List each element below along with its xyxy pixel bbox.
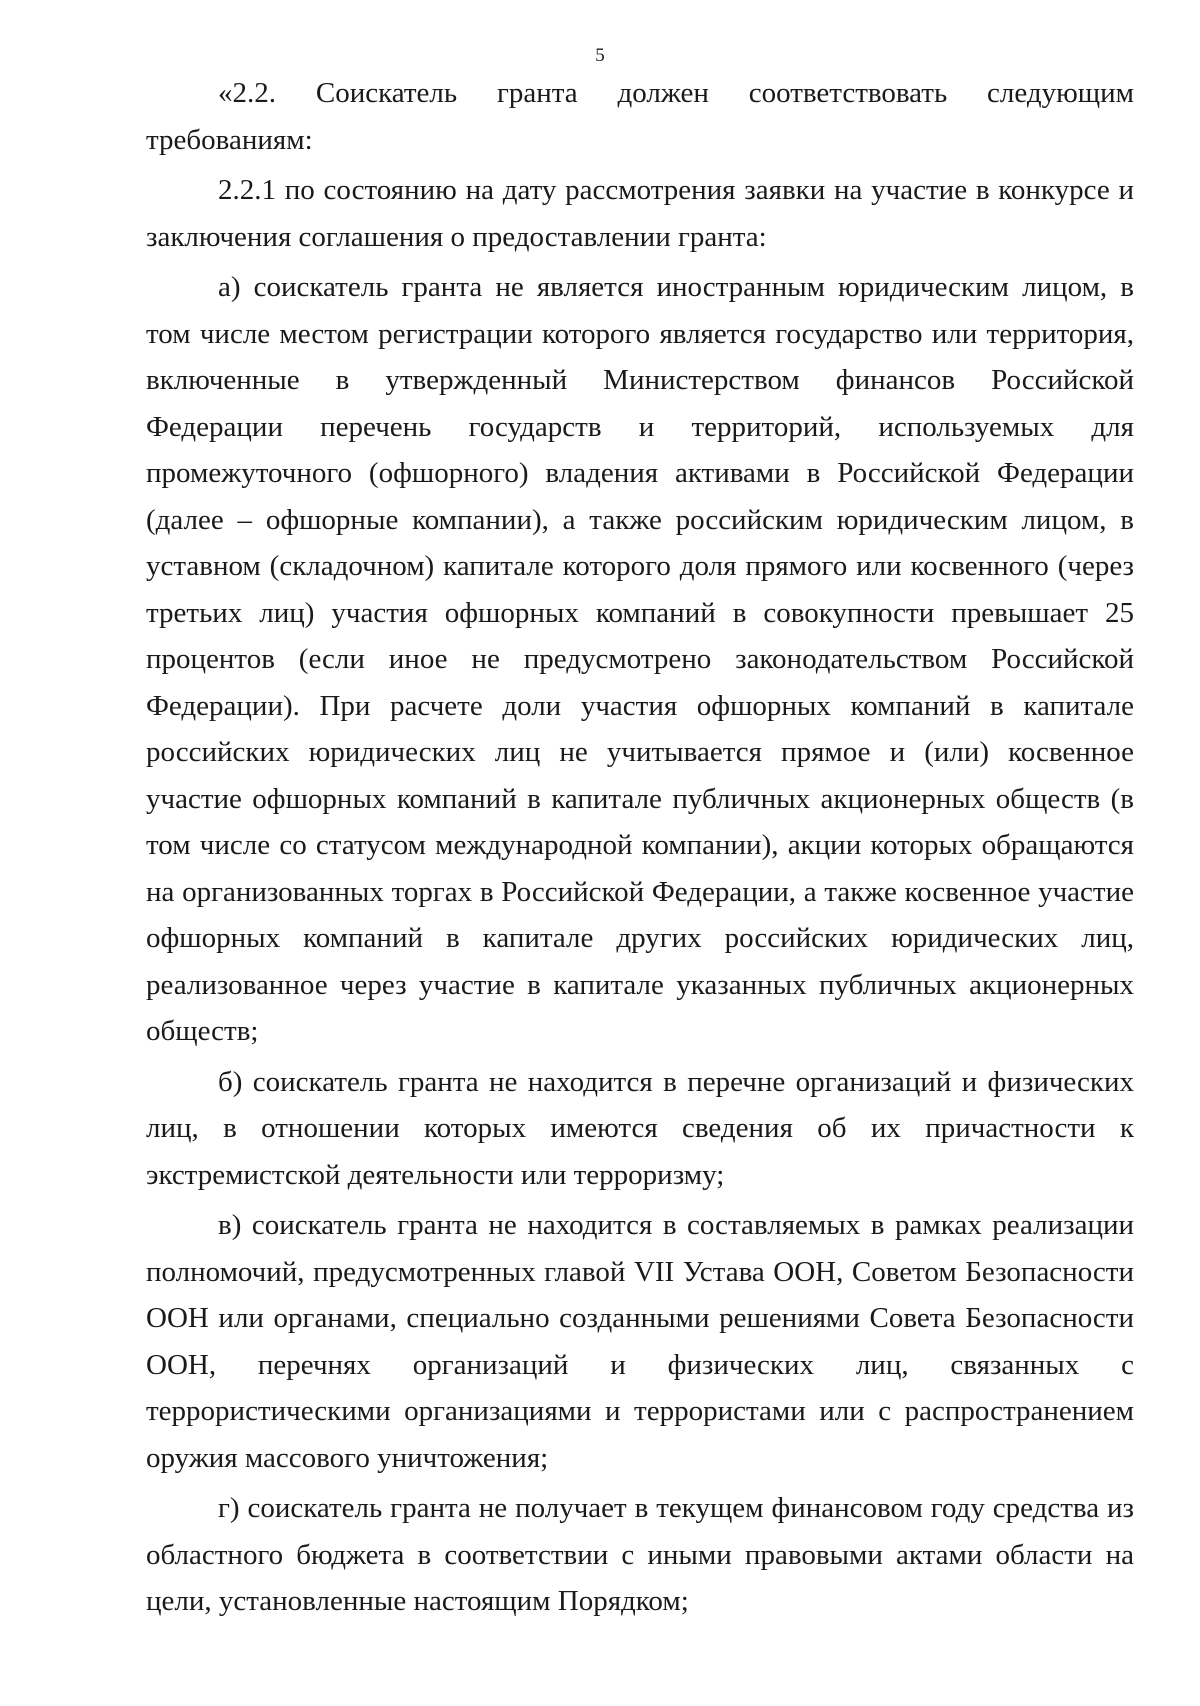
document-body [146,70,1134,1625]
page-number: 5 [595,45,605,66]
paragraph-g: г) соискатель гранта не получает в текущем финансовом году средства из областного бюджета в соответствии с иными правовыми актами области на цели, установленные настоящим Порядком; [146,1492,1134,1617]
paragraph-b: б) соискатель гранта не находится в перечне организаций и физических лиц, в отношении которых имеются сведения об их причастности к экстремистской деятельности или терроризму; [146,1065,1134,1191]
paragraph-v: в) соискатель гранта не находится в составляемых в рамках реализации полномочий, предусмотренных главой VII Устава ООН, Советом Безопасности ООН или органами, специально созданными решениями Совета Безопасности ООН, перечнях организаций и физических лиц, связанных с террористическими организациями и террористами или с распространением оружия массового уничтожения; [146,1209,1134,1474]
paragraph-a: а) соискатель гранта не является иностранным юридическим лицом, в том числе местом регистрации которого является государство или территория, включенные в утвержденный Министерством финансов Российской Федерации перечень государств и территорий, используемых для промежуточного (офшорного) владения активами в Российской Федерации (далее – офшорные компании), а также российским юридическим лицом, в уставном (складочном) капитале которого доля прямого или косвенного (через третьих лиц) участия офшорных компаний в совокупности превышает 25 процентов (если иное не предусмотрено законодательством Российской Федерации). При расчете доли участия офшорных компаний в капитале российских юридических лиц не учитывается прямое и (или) косвенное участие офшорных компаний в капитале публичных акционерных обществ (в том числе со статусом международной компании), акции которых обращаются на организованных торгах в Российской Федерации, а также косвенное участие офшорных компаний в капитале других российских юридических лиц, реализованное через участие в капитале указанных публичных акционерных обществ; [146,271,1134,1047]
paragraph-2-2-1: 2.2.1 по состоянию на дату рассмотрения заявки на участие в конкурсе и заключения соглашения о предоставлении гранта: [146,174,1134,253]
paragraph-2-2: «2.2. Соискатель гранта должен соответствовать следующим требованиям: [146,77,1134,156]
